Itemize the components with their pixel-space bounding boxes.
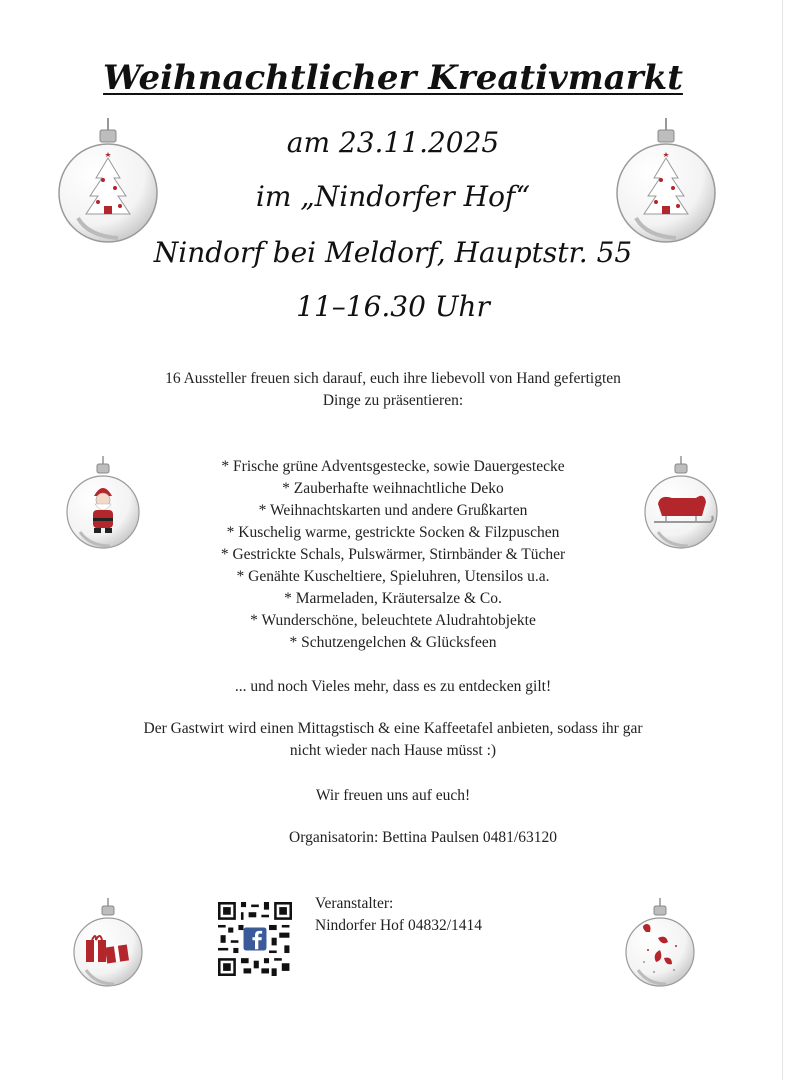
flyer-title: Weihnachtlicher Kreativmarkt	[103, 58, 683, 98]
list-item: * Kuschelig warme, gestrickte Socken & Filzpuschen	[226, 524, 560, 541]
list-item: * Genähte Kuscheltiere, Spieluhren, Utensilos u.a.	[236, 568, 550, 585]
list-item: * Weihnachtskarten und andere Grußkarten	[258, 502, 528, 519]
organizer-text: Organisatorin: Bettina Paulsen 0481/63120	[289, 829, 557, 846]
veranstalter-value: Nindorfer Hof 04832/1414	[315, 917, 483, 934]
more-text: ... und noch Vieles mehr, dass es zu entdecken gilt!	[234, 678, 552, 695]
item-list	[0, 456, 786, 654]
list-item: * Wunderschöne, beleuchtete Aludrahtobjekte	[250, 612, 536, 629]
gastwirt-text: Der Gastwirt wird einen Mittagstisch & eine Kaffeetafel anbieten, sodass ihr gar nicht wieder nach Hause müsst :)	[143, 720, 643, 759]
list-item: * Marmeladen, Kräutersalze & Co.	[284, 590, 502, 607]
intro-text: 16 Aussteller freuen sich darauf, euch ihre liebevoll von Hand gefertigten Dinge zu präsentieren:	[165, 370, 621, 409]
list-item: * Schutzengelchen & Glücksfeen	[289, 634, 497, 651]
event-date: am 23.11.2025	[286, 126, 500, 159]
event-address: Nindorf bei Meldorf, Hauptstr. 55	[153, 236, 633, 269]
qr-code-icon[interactable]	[218, 902, 292, 976]
event-time: 11–16.30 Uhr	[296, 290, 490, 323]
list-item: * Zauberhafte weihnachtliche Deko	[282, 480, 504, 497]
christmas-tree-ornament-icon	[58, 118, 162, 246]
list-item: * Gestrickte Schals, Pulswärmer, Stirnbänder & Tücher	[220, 546, 566, 563]
gift-ornament-icon	[72, 898, 146, 990]
bow-ornament-icon	[624, 898, 698, 990]
list-item: * Frische grüne Adventsgestecke, sowie Dauergestecke	[221, 458, 565, 475]
christmas-tree-ornament-icon	[616, 118, 720, 246]
organizer-block	[315, 893, 482, 937]
closing-text: Wir freuen uns auf euch!	[315, 787, 471, 804]
event-venue: im „Nindorfer Hof“	[255, 180, 531, 213]
veranstalter-label: Veranstalter:	[315, 895, 394, 912]
